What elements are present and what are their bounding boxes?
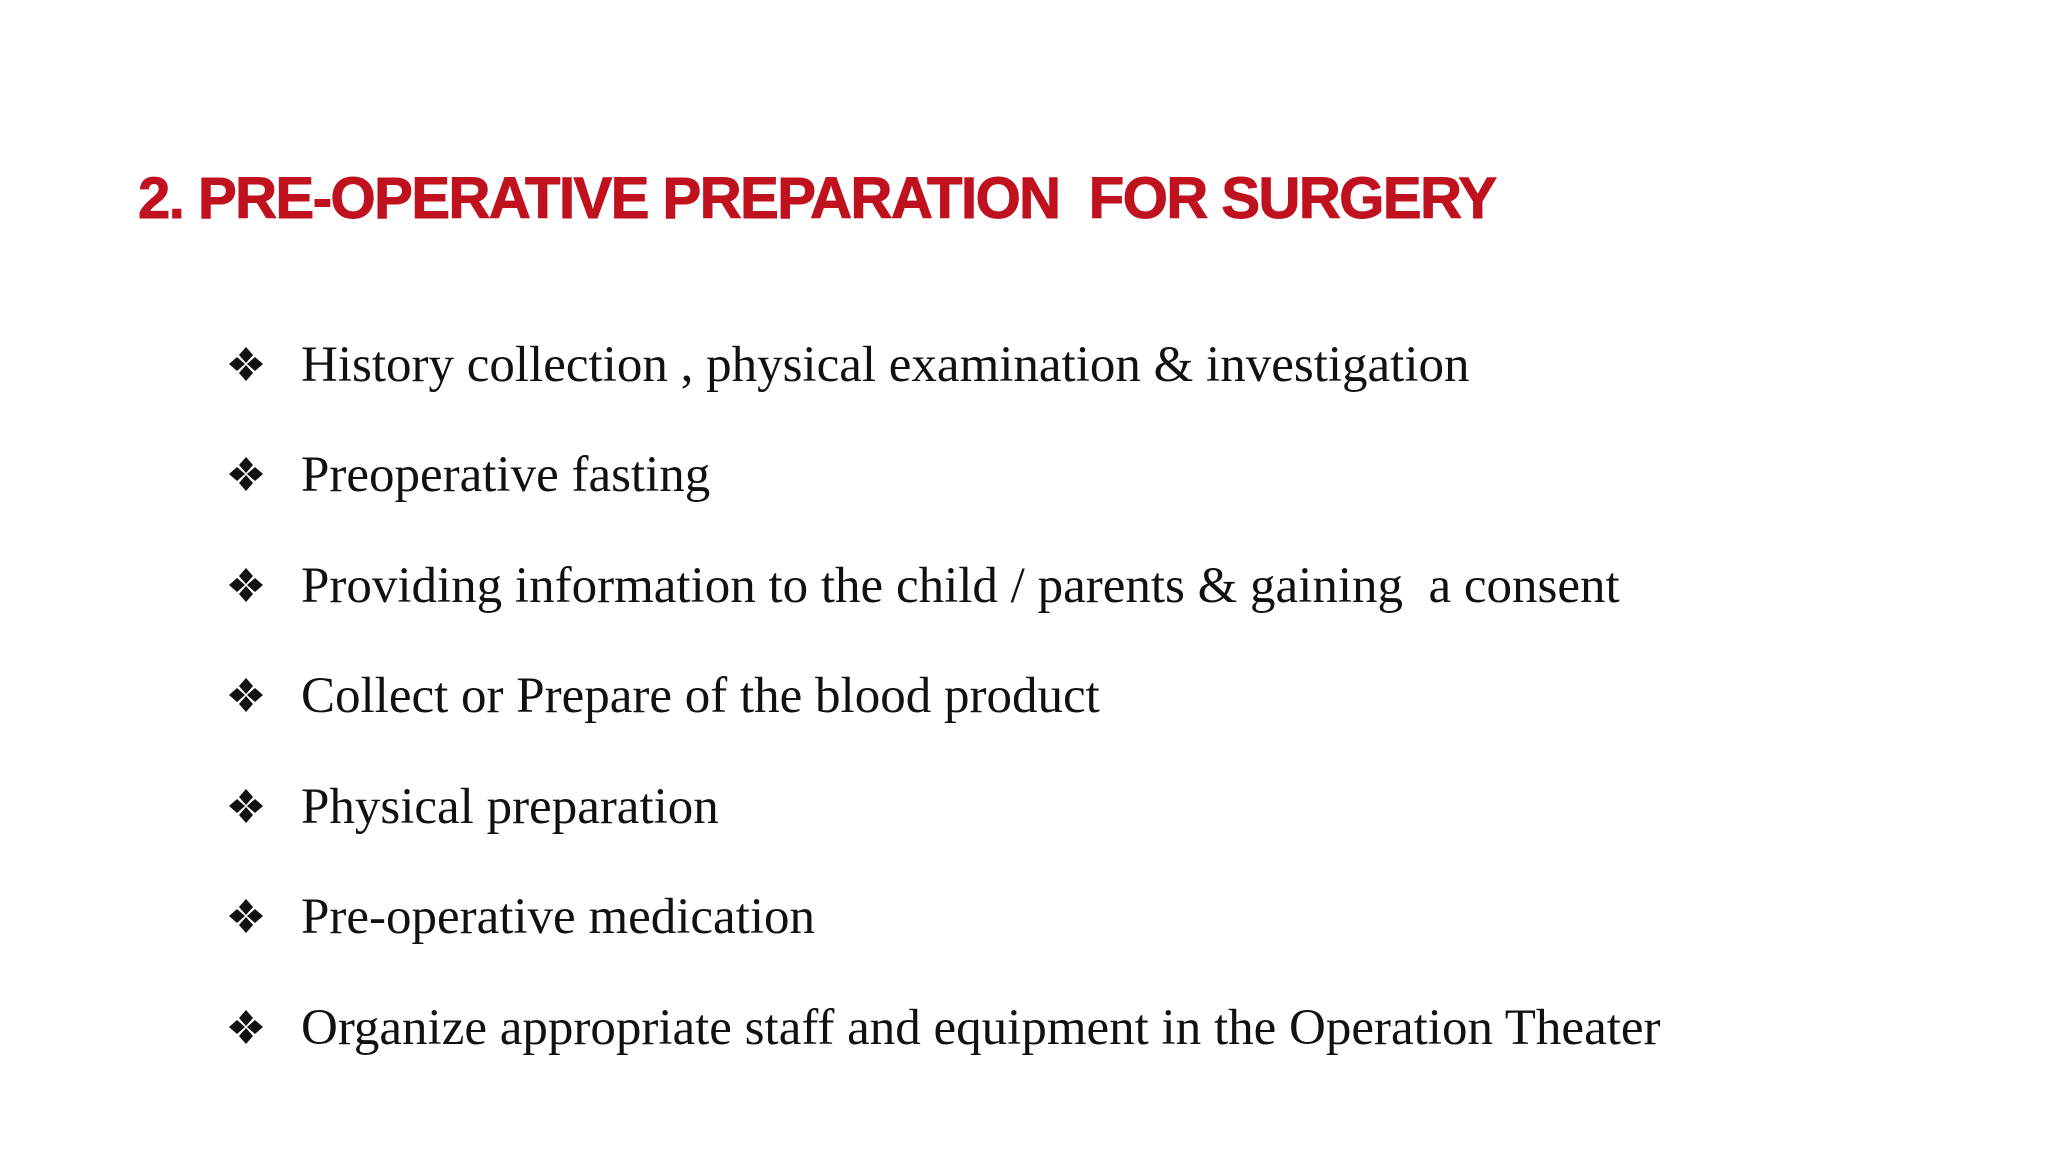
bullet-text: History collection , physical examination & investigation (301, 337, 1470, 393)
slide-title: 2. PRE-OPERATIVE PREPARATION FOR SURGERY (138, 166, 1496, 231)
bullet-text: Pre-operative medication (301, 889, 816, 945)
list-item (228, 889, 1928, 966)
bullet-text: Physical preparation (301, 779, 719, 835)
bullet-text: Organize appropriate staff and equipment in the Operation Theater (301, 1000, 1661, 1056)
list-item (228, 1000, 1928, 1077)
list-item (228, 779, 1928, 856)
four-diamond-ornament-icon (228, 567, 264, 603)
four-diamond-ornament-icon (228, 456, 264, 492)
four-diamond-ornament-icon (228, 898, 264, 934)
bullet-text: Preoperative fasting (301, 447, 711, 503)
four-diamond-ornament-icon (228, 346, 264, 382)
four-diamond-ornament-icon (228, 788, 264, 824)
bullet-text: Providing information to the child / parents & gaining a consent (301, 558, 1620, 614)
four-diamond-ornament-icon (228, 1009, 264, 1045)
list-item (228, 337, 1928, 414)
bullet-text: Collect or Prepare of the blood product (301, 668, 1100, 724)
four-diamond-ornament-icon (228, 677, 264, 713)
list-item (228, 447, 1928, 524)
list-item (228, 558, 1928, 635)
list-item (228, 668, 1928, 745)
